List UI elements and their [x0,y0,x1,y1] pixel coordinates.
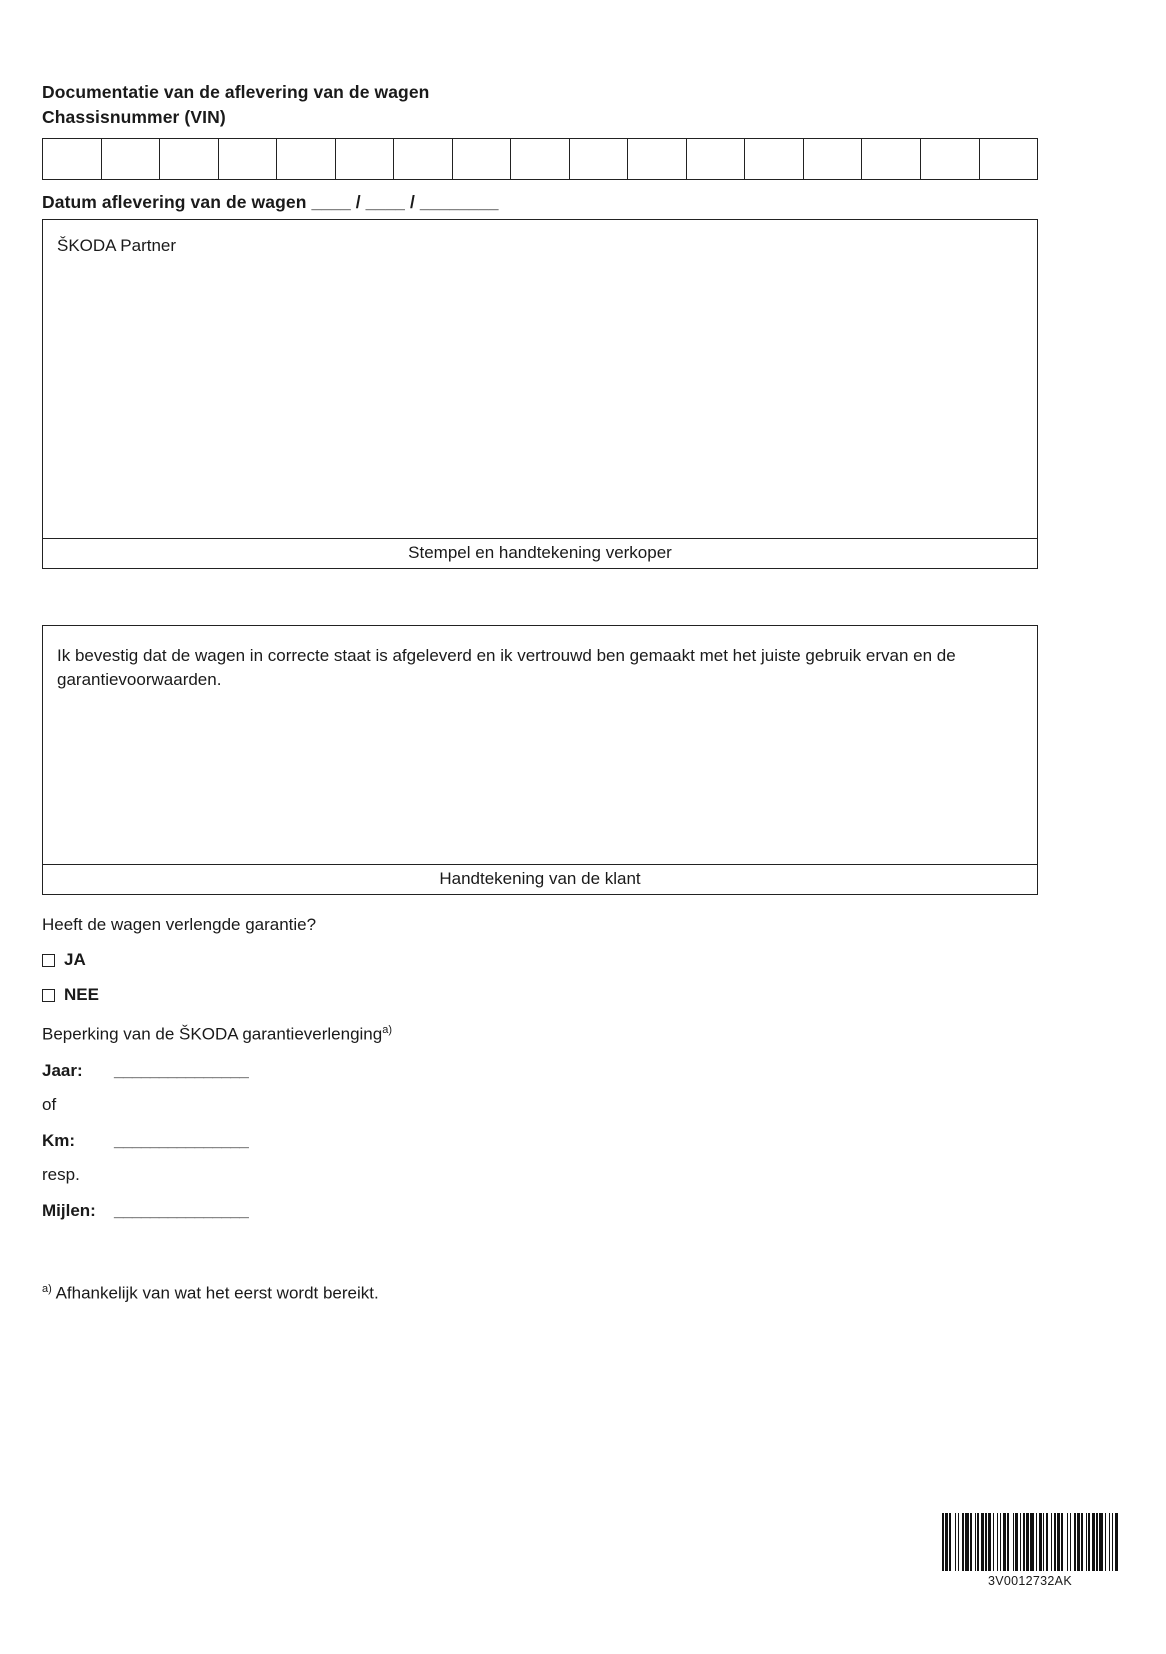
warranty-option-yes-label: JA [64,950,86,969]
dealer-stamp-box[interactable] [42,219,1038,539]
warranty-field-year-label: Jaar: [42,1060,83,1080]
vin-cell[interactable] [219,138,278,180]
page-title [42,80,1038,130]
warranty-option-no[interactable] [42,985,1038,1005]
warranty-field-miles[interactable] [42,1201,1038,1221]
warranty-field-year[interactable] [42,1061,1038,1081]
barcode-number: 3V0012732AK [988,1574,1072,1588]
vin-cell[interactable] [394,138,453,180]
footnote-marker: a) [42,1282,52,1295]
warranty-field-km[interactable] [42,1131,1038,1151]
warranty-limitation-text: Beperking van de ŠKODA garantieverlenging [42,1024,383,1044]
vin-cell[interactable] [160,138,219,180]
vin-cell[interactable] [43,138,102,180]
vin-cell[interactable] [804,138,863,180]
delivery-date-field[interactable]: Datum aflevering van de wagen ____ / ____ / ________ [42,192,499,212]
barcode-area [942,1513,1118,1588]
heading-line-1: Documentatie van de aflevering van de wagen [42,82,430,102]
checkbox-icon[interactable] [42,989,55,1002]
vin-cell[interactable] [570,138,629,180]
vin-cell[interactable] [628,138,687,180]
document-content [42,80,1038,1303]
customer-confirmation-text: Ik bevestig dat de wagen in correcte staat is afgeleverd en ik vertrouwd ben gemaakt met het juiste gebruik ervan en de garantievoorwaarden. [57,646,956,689]
checkbox-icon[interactable] [42,954,55,967]
warranty-limitation-label [42,1024,1038,1045]
customer-signature-caption: Handtekening van de klant [42,865,1038,895]
vin-cell[interactable] [336,138,395,180]
warranty-field-miles-label: Mijlen: [42,1200,96,1220]
warranty-field-miles-input[interactable]: _______________ [114,1200,249,1220]
warranty-question: Heeft de wagen verlengde garantie? [42,915,317,934]
vin-cell[interactable] [687,138,746,180]
connector-resp: resp. [42,1164,80,1184]
vin-cell[interactable] [453,138,512,180]
warranty-field-year-input[interactable]: _______________ [114,1060,249,1080]
vin-cell[interactable] [511,138,570,180]
footnote-text: Afhankelijk van wat het eerst wordt bereikt. [51,1283,379,1303]
vin-cell[interactable] [980,138,1039,180]
warranty-field-km-input[interactable]: _______________ [114,1130,249,1150]
vin-cell[interactable] [862,138,921,180]
vin-input-grid[interactable] [42,138,1038,180]
barcode-image [942,1513,1118,1571]
warranty-field-km-label: Km: [42,1130,76,1150]
vin-cell[interactable] [921,138,980,180]
connector-of: of [42,1094,57,1114]
vin-cell[interactable] [745,138,804,180]
warranty-option-yes[interactable] [42,950,1038,970]
warranty-limitation-marker: a) [382,1024,392,1036]
heading-line-2: Chassisnummer (VIN) [42,107,226,127]
dealer-stamp-caption: Stempel en handtekening verkoper [42,539,1038,569]
vin-cell[interactable] [102,138,161,180]
footnote [42,1283,1038,1304]
customer-confirmation-box[interactable] [42,625,1038,865]
dealer-label: ŠKODA Partner [57,236,177,255]
warranty-option-no-label: NEE [64,985,99,1004]
vin-cell[interactable] [277,138,336,180]
